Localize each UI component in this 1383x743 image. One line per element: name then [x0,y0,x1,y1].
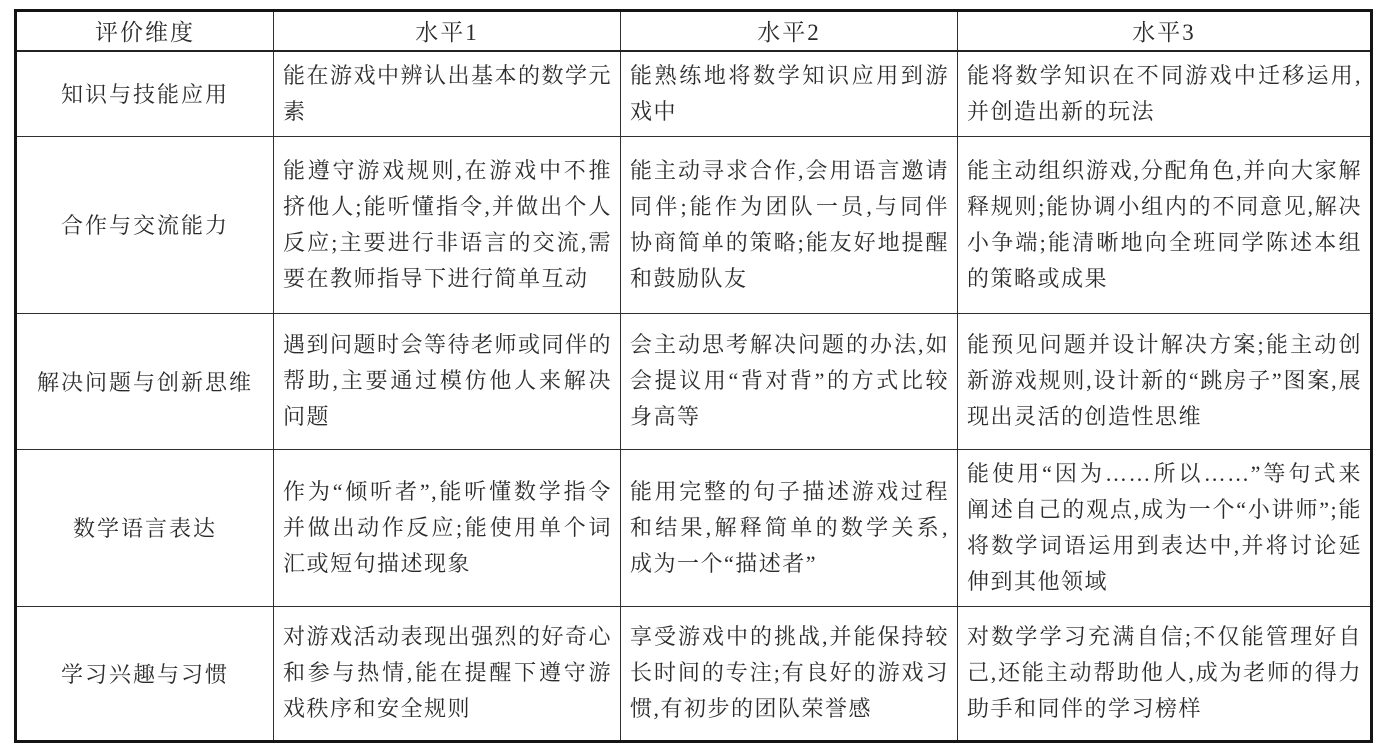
cell-language-level-2: 能用完整的句子描述游戏过程和结果,解释简单的数学关系,成为一个“描述者” [621,449,958,606]
table-row [16,136,1372,313]
cell-cooperation-level-1: 能遵守游戏规则,在游戏中不推挤他人;能听懂指令,并做出个人反应;主要进行非语言的交流,需要在教师指导下进行简单互动 [274,136,621,313]
cell-knowledge-level-1: 能在游戏中辨认出基本的数学元素 [274,51,621,137]
table-row [16,313,1372,449]
table-row [16,606,1372,741]
cell-interest-level-2: 享受游戏中的挑战,并能保持较长时间的专注;有良好的游戏习惯,有初步的团队荣誉感 [621,606,958,741]
dimension-learning-interest: 学习兴趣与习惯 [16,606,274,741]
cell-interest-level-3: 对数学学习充满自信;不仅能管理好自己,还能主动帮助他人,成为老师的得力助手和同伴的学习榜样 [958,606,1372,741]
dimension-cooperation: 合作与交流能力 [16,136,274,313]
header-level-2: 水平2 [621,11,958,51]
cell-problem-level-1: 遇到问题时会等待老师或同伴的帮助,主要通过模仿他人来解决问题 [274,313,621,449]
cell-problem-level-2: 会主动思考解决问题的办法,如会提议用“背对背”的方式比较身高等 [621,313,958,449]
dimension-problem-solving: 解决问题与创新思维 [16,313,274,449]
cell-interest-level-1: 对游戏活动表现出强烈的好奇心和参与热情,能在提醒下遵守游戏秩序和安全规则 [274,606,621,741]
cell-language-level-3: 能使用“因为……所以……”等句式来阐述自己的观点,成为一个“小讲师”;能将数学词语运用到表达中,并将讨论延伸到其他领域 [958,449,1372,606]
cell-cooperation-level-3: 能主动组织游戏,分配角色,并向大家解释规则;能协调小组内的不同意见,解决小争端;能清晰地向全班同学陈述本组的策略或成果 [958,136,1372,313]
cell-problem-level-3: 能预见问题并设计解决方案;能主动创新游戏规则,设计新的“跳房子”图案,展现出灵活的创造性思维 [958,313,1372,449]
dimension-math-language: 数学语言表达 [16,449,274,606]
header-level-3: 水平3 [958,11,1372,51]
cell-cooperation-level-2: 能主动寻求合作,会用语言邀请同伴;能作为团队一员,与同伴协商简单的策略;能友好地提醒和鼓励队友 [621,136,958,313]
cell-language-level-1: 作为“倾听者”,能听懂数学指令并做出动作反应;能使用单个词汇或短句描述现象 [274,449,621,606]
header-level-1: 水平1 [274,11,621,51]
cell-knowledge-level-3: 能将数学知识在不同游戏中迁移运用,并创造出新的玩法 [958,51,1372,137]
cell-knowledge-level-2: 能熟练地将数学知识应用到游戏中 [621,51,958,137]
header-dimension: 评价维度 [16,11,274,51]
assessment-rubric-table [14,9,1373,743]
table-row [16,51,1372,137]
dimension-knowledge-skills: 知识与技能应用 [16,51,274,137]
table-header-row [16,11,1372,51]
table-row [16,449,1372,606]
